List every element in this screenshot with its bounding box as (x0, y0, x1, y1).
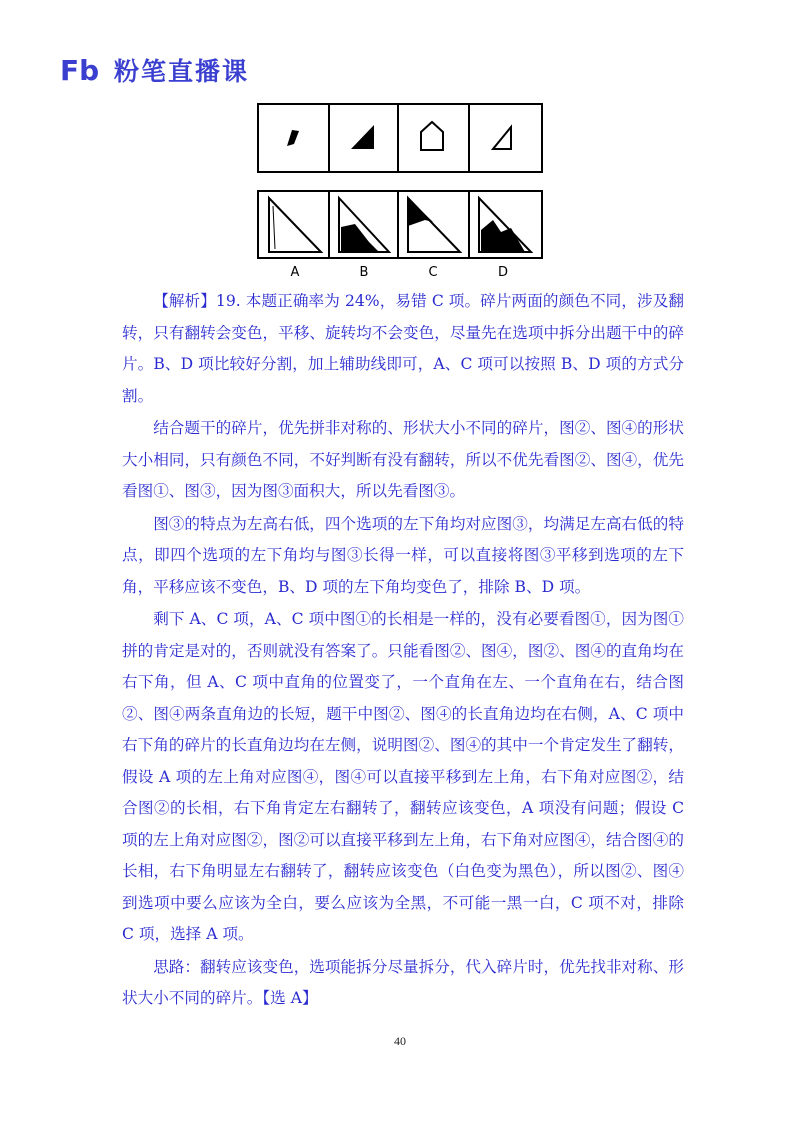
option-label-a: A (290, 265, 300, 280)
fragment-2 (351, 125, 374, 149)
paragraph-fragments: 结合题干的碎片，优先拼非对称的、形状大小不同的碎片，图②、图④的形状大小相同，只有颜色不同，不好判断有没有翻转，所以不优先看图②、图④，优先看图①、图③，因为图③面积大，所以先看图③。 (122, 419, 684, 500)
paragraph-remaining-options: 剩下 A、C 项，A、C 项中图①的长相是一样的，没有必要看图①，因为图①拼的肯定是对的，否则就没有答案了。只能看图②、图④，图②、图④的直角均在右下角，但 A、C 项中直角的位置变了，一个直角在左、一个直角在右，结合图②、图④两条直角边的长短，题干中图②、图④的长直角边均在右侧，A、C 项中右下角的碎片的长直角边均在左侧，说明图②、图④的其中一个肯定发生了翻转，假设 A 项的左上角对应图④，图④可以直接平移到左上角，右下角对应图②，结合图②的长相，右下角肯定左右翻转了，翻转应该变色，A 项没有问题；假设 C 项的左上角对应图②，图②可以直接平移到左上角，右下角对应图④，结合图④的长相，右下角明显左右翻转了，翻转应该变色（白色变为黑色），所以图②、图④到选项中要么应该为全白，要么应该为全黑，不可能一黑一白，C 项不对，排除 C 项，选择 A 项。 (122, 610, 684, 943)
svg-text:Fb: Fb (60, 54, 100, 87)
option-b-figure (339, 198, 389, 252)
option-d-figure (479, 198, 531, 252)
puzzle-figure (255, 102, 545, 282)
option-a-figure (269, 198, 321, 252)
brand-logo (58, 52, 249, 88)
fragment-row (258, 104, 542, 172)
option-c-figure (408, 198, 460, 252)
fragment-row-frame (258, 104, 542, 172)
page-number: 40 (394, 1034, 406, 1048)
fragment-4 (493, 127, 511, 149)
paragraph-analysis: 【解析】19. 本题正确率为 24%，易错 C 项。碎片两面的颜色不同，涉及翻转，只有翻转会变色，平移、旋转均不会变色，尽量先在选项中拆分出题干中的碎片。B、D 项比较好分割，加上辅助线即可，A、C 项可以按照 B、D 项的方式分割。 (122, 292, 684, 405)
option-label-b: B (359, 265, 369, 280)
fragment-3 (421, 122, 443, 150)
fragment-1 (287, 130, 299, 146)
brand-name: 粉笔直播课 (114, 57, 250, 86)
option-label-d: D (497, 265, 509, 280)
paragraph-figure-3: 图③的特点为左高右低，四个选项的左下角均对应图③，均满足左高右低的特点，即四个选项的左下角均与图③长得一样，可以直接将图③平移到选项的左下角，平移应该不变色，B、D 项的左下角均变色了，排除 B、D 项。 (122, 514, 684, 596)
fenbi-logo-icon (58, 53, 110, 87)
explanation-text (122, 286, 684, 1016)
option-label-c: C (428, 265, 438, 280)
paragraph-approach: 思路：翻转应该变色，选项能拆分尽量拆分，代入碎片时，优先找非对称、形状大小不同的碎片。【选 A】 (122, 957, 684, 1007)
